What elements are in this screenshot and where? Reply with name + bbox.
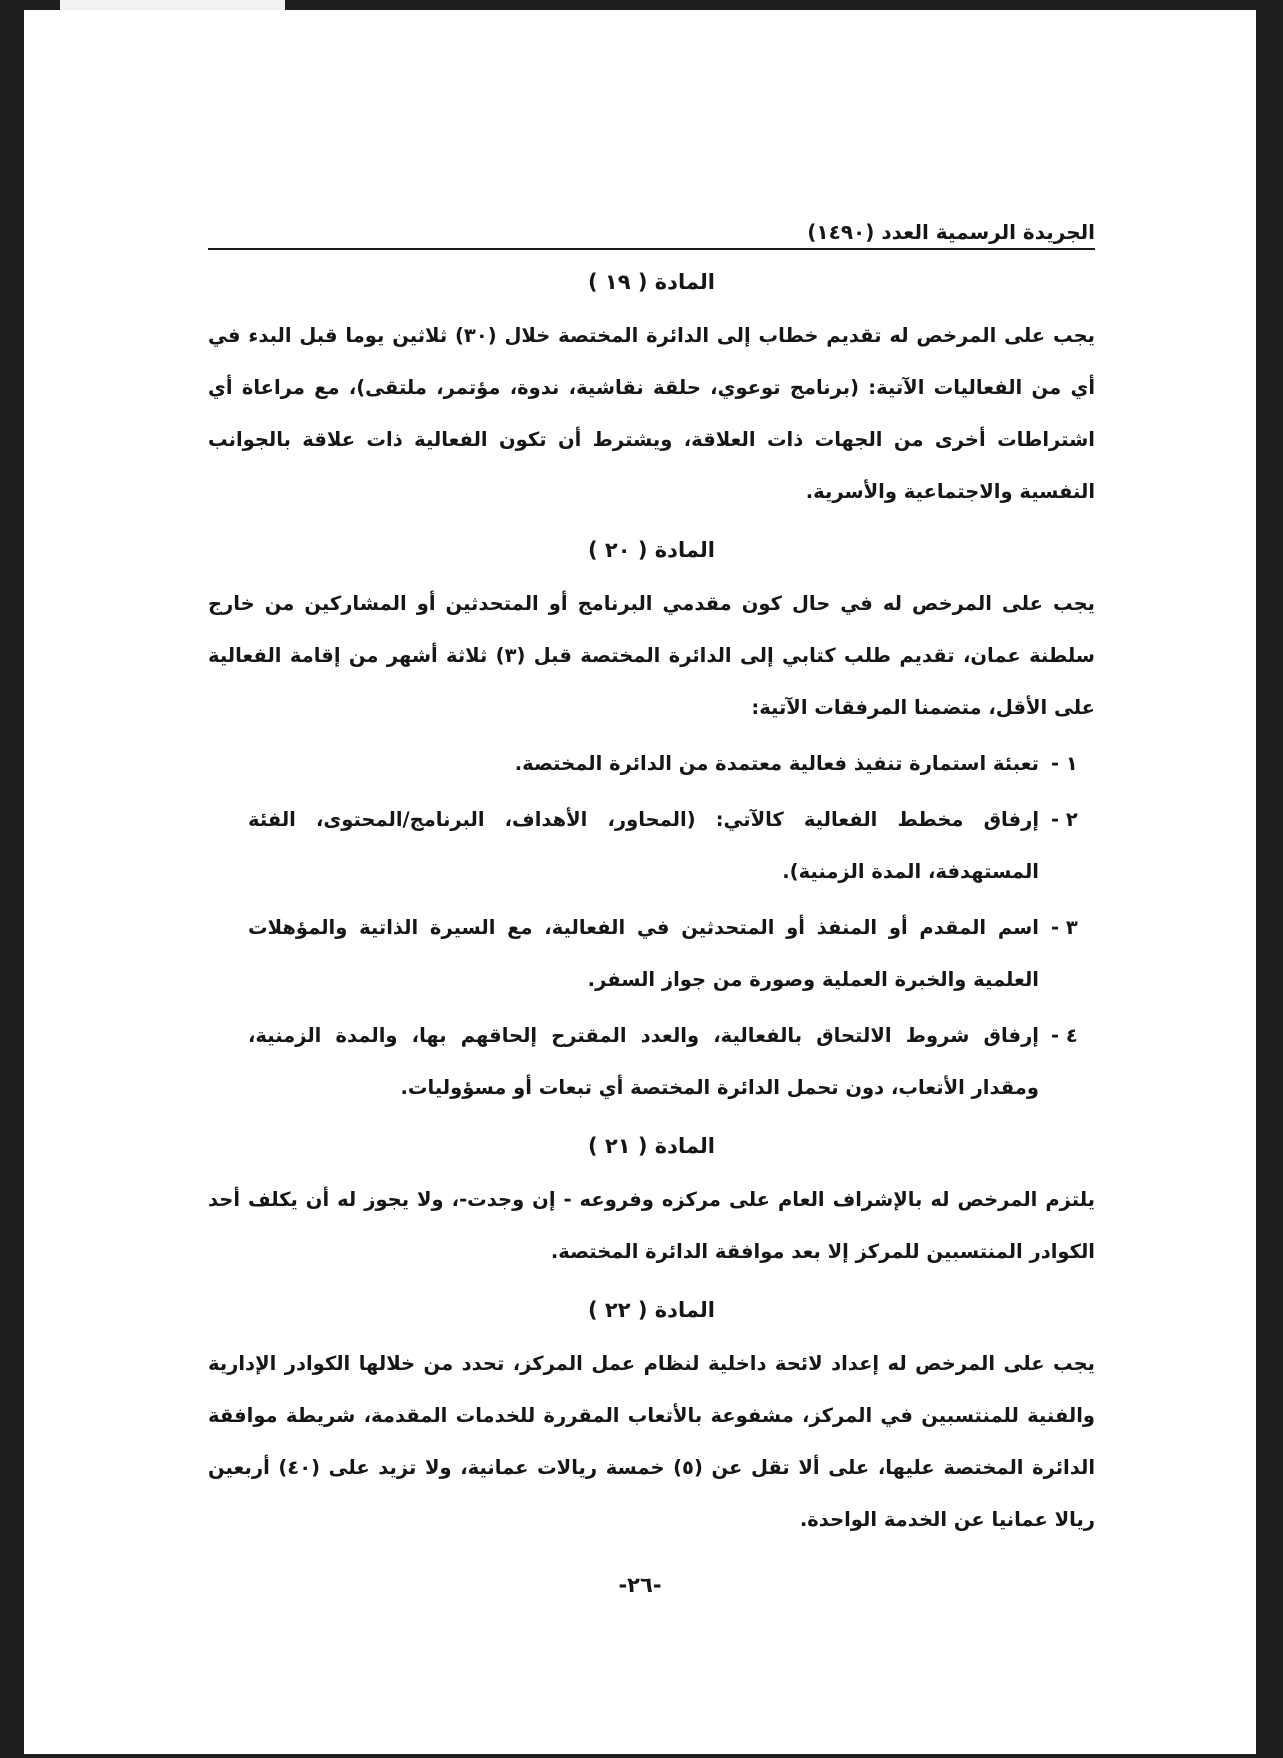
list-item-number: ٢ - [1051, 808, 1078, 831]
article-paragraph: يجب على المرخص له في حال كون مقدمي البرنامج أو المتحدثين أو المشاركين من خارج سلطنة عمان، تقديم طلب كتابي إلى الدائرة المختصة قبل (٣) ثلاثة أشهر من إقامة الفعالية على الأقل، متضمنا المرفقات الآتية: [208, 592, 1095, 719]
list-item-text: اسم المقدم أو المنفذ أو المتحدثين في الفعالية، مع السيرة الذاتية والمؤهلات العلمية والخبرة العملية وصورة من جواز السفر. [248, 916, 1039, 991]
list-item [208, 1010, 1095, 1114]
document-page [24, 10, 1256, 1754]
article-19 [208, 268, 1095, 518]
article-paragraph: يجب على المرخص له تقديم خطاب إلى الدائرة المختصة خلال (٣٠) ثلاثين يوما قبل البدء في أي من الفعاليات الآتية: (برنامج توعوي، حلقة نقاشية، ندوة، مؤتمر، ملتقى)، مع مراعاة أي اشتراطات أخرى من الجهات ذات العلاقة، ويشترط أن تكون الفعالية ذات علاقة بالجوانب النفسية والاجتماعية والأسرية. [208, 324, 1095, 503]
list-item-number: ٤ - [1051, 1024, 1078, 1047]
list-item [208, 738, 1095, 790]
gazette-header-title: الجريدة الرسمية العدد (١٤٩٠) [807, 220, 1095, 244]
list-item-text: إرفاق مخطط الفعالية كالآتي: (المحاور، الأهداف، البرنامج/المحتوى، الفئة المستهدفة، المدة الزمنية). [248, 808, 1039, 883]
list-item-text: تعبئة استمارة تنفيذ فعالية معتمدة من الدائرة المختصة. [514, 752, 1039, 775]
article-paragraph: يلتزم المرخص له بالإشراف العام على مركزه وفروعه - إن وجدت-، ولا يجوز له أن يكلف أحد الكوادر المنتسبين للمركز إلا بعد موافقة الدائرة المختصة. [208, 1188, 1095, 1263]
list-item-number: ١ - [1051, 752, 1078, 775]
article-22 [208, 1296, 1095, 1546]
article-title: المادة ( ١٩ ) [587, 270, 715, 294]
article-title: المادة ( ٢٢ ) [587, 1298, 715, 1322]
page-content [208, 212, 1095, 1546]
list-item-number: ٣ - [1051, 916, 1078, 939]
list-item-text: إرفاق شروط الالتحاق بالفعالية، والعدد المقترح إلحاقهم بها، والمدة الزمنية، ومقدار الأتعاب، دون تحمل الدائرة المختصة أي تبعات أو مسؤوليات. [248, 1024, 1039, 1099]
list-item [208, 902, 1095, 1006]
gazette-header [208, 212, 1095, 250]
article-20 [208, 536, 1095, 1114]
article-title: المادة ( ٢١ ) [587, 1134, 715, 1158]
article-title: المادة ( ٢٠ ) [587, 538, 715, 562]
page-number: -٢٦- [618, 1573, 662, 1597]
article-paragraph: يجب على المرخص له إعداد لائحة داخلية لنظام عمل المركز، تحدد من خلالها الكوادر الإدارية والفنية للمنتسبين في المركز، مشفوعة بالأتعاب المقررة للخدمات المقدمة، شريطة موافقة الدائرة المختصة عليها، على ألا تقل عن (٥) خمسة ريالات عمانية، ولا تزيد على (٤٠) أربعين ريالا عمانيا عن الخدمة الواحدة. [208, 1352, 1096, 1531]
list-item [208, 794, 1095, 898]
article-21 [208, 1132, 1095, 1278]
